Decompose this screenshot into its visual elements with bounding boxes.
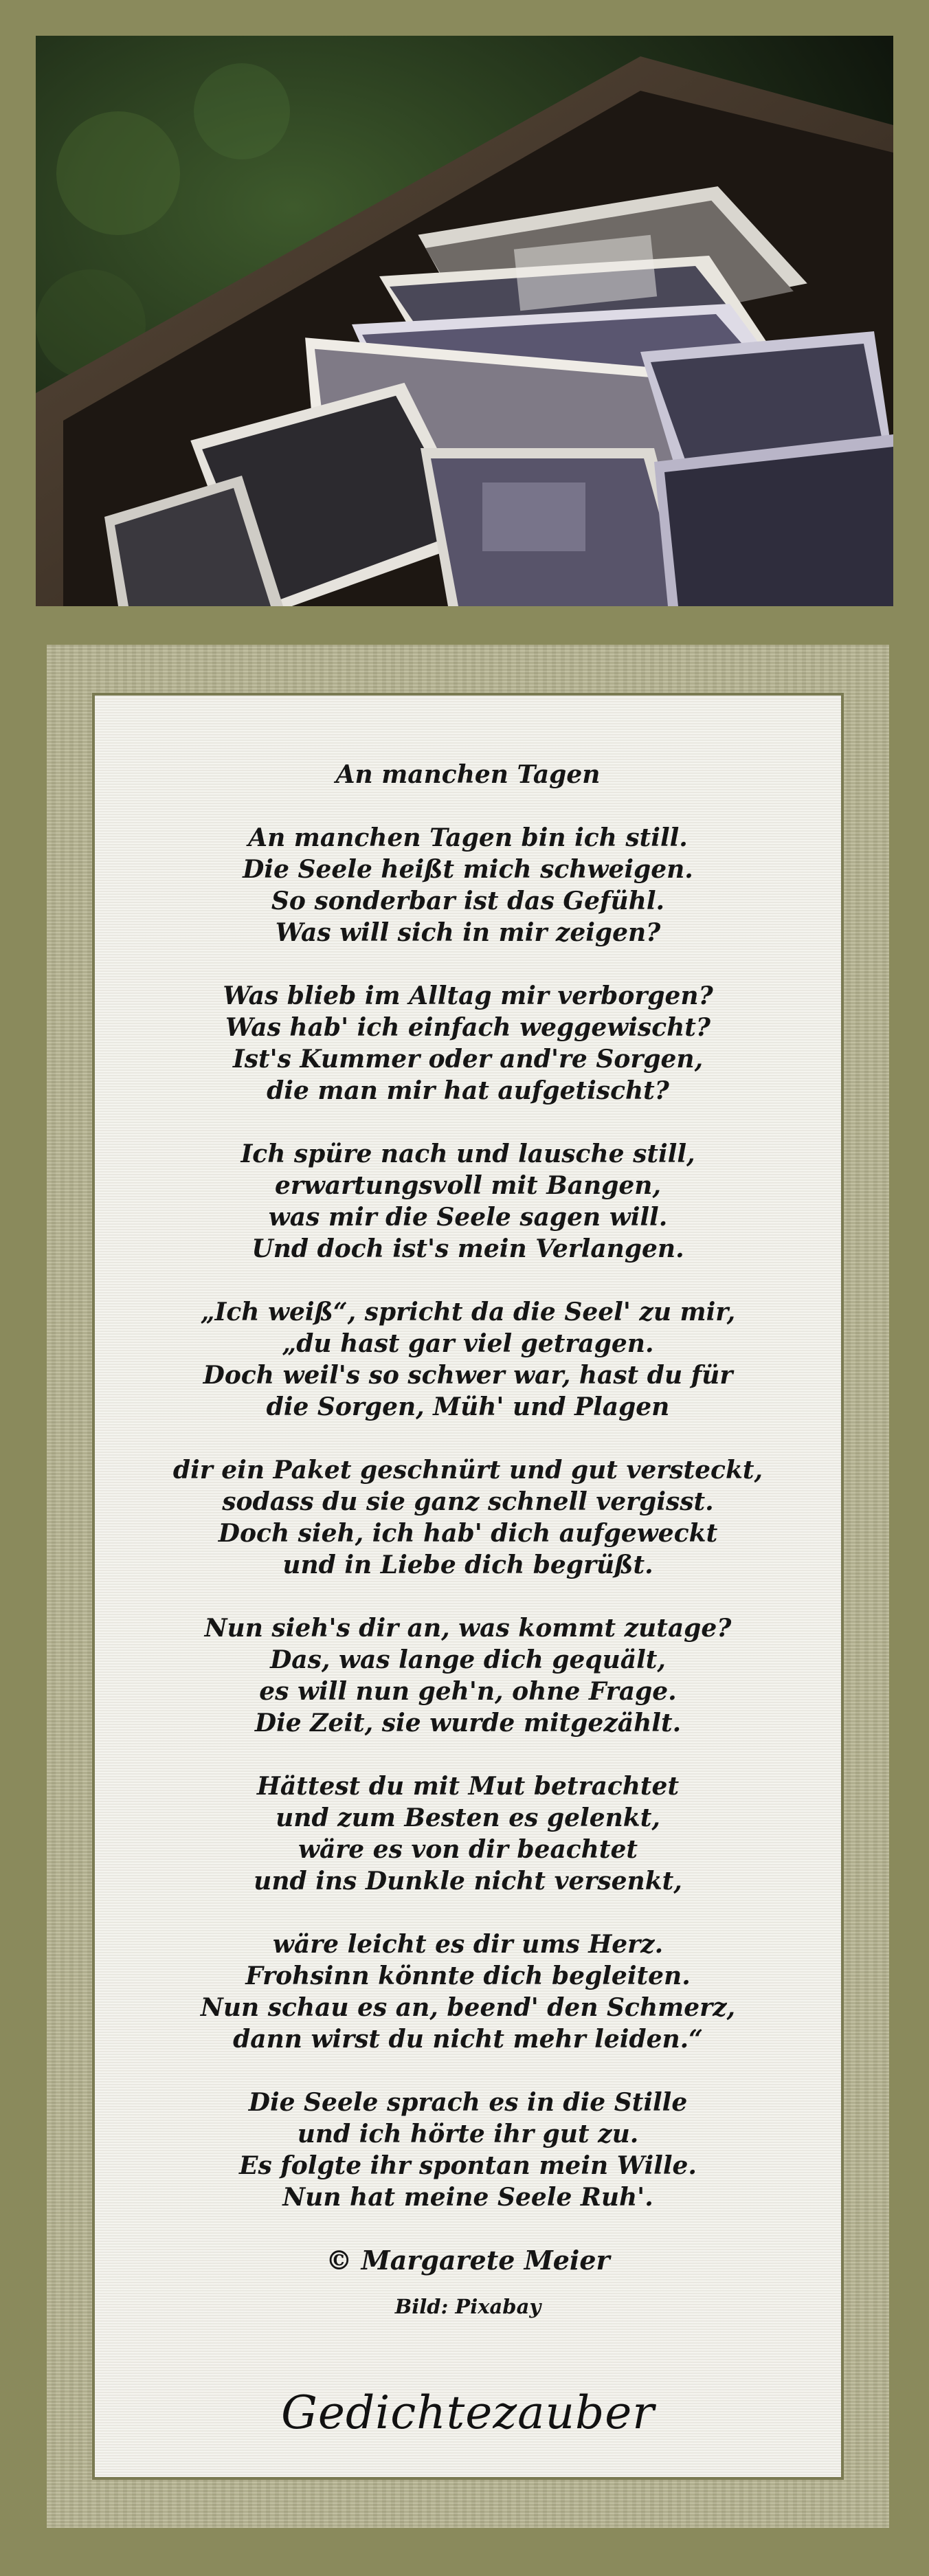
photo-illustration [36,36,893,606]
poem-line: Die Seele sprach es in die Stille [248,2088,688,2117]
signature-text: Gedichtezauber [281,2386,655,2439]
poem-line: es will nun geh'n, ohne Frage. [259,1677,677,1706]
poem-line: und ich hörte ihr gut zu. [297,2120,639,2148]
poem-line: Nun sieh's dir an, was kommt zutage? [204,1614,732,1643]
poem-line: So sonderbar ist das Gefühl. [271,887,665,915]
poem-stanza-2 [95,980,841,1107]
poem-line: wäre leicht es dir ums Herz. [272,1930,664,1959]
poem-line: Doch weil's so schwer war, hast du für [203,1361,733,1390]
poem-line: Doch sieh, ich hab' dich aufgeweckt [218,1519,718,1548]
poem-stanza-3 [95,1138,841,1265]
poem-stanza-4 [95,1296,841,1423]
poem-stanza-6 [95,1612,841,1739]
poem-author: © Margarete Meier [326,2245,610,2276]
poem-stanza-7 [95,1770,841,1897]
poem-title: An manchen Tagen [335,760,601,789]
poem-line: Was will sich in mir zeigen? [275,918,661,947]
poem-line: sodass du sie ganz schnell vergisst. [222,1487,714,1516]
poem-line: Ist's Kummer oder and're Sorgen, [232,1045,704,1074]
signature-logo [95,2386,841,2439]
poem-line: „du hast gar viel getragen. [282,1329,654,1358]
poem-line: An manchen Tagen bin ich still. [248,823,688,852]
poem-line: und ins Dunkle nicht versenkt, [254,1867,682,1896]
poem-line: Die Zeit, sie wurde mitgezählt. [254,1709,682,1737]
poem-stanza-8 [95,1929,841,2055]
poem-line: Was blieb im Alltag mir verborgen? [223,981,713,1010]
poem-line: Das, was lange dich gequält, [270,1645,666,1674]
poem-line: und in Liebe dich begrüßt. [282,1551,653,1579]
poem-line: Hättest du mit Mut betrachtet [256,1772,680,1801]
poem-line: Ich spüre nach und lausche still, [240,1140,695,1168]
poem-line: Und doch ist's mein Verlangen. [251,1234,684,1263]
header-photo-old-photographs-in-box [36,36,893,606]
poem-line: Nun schau es an, beend' den Schmerz, [200,1993,736,2022]
poem-stanza-1 [95,822,841,948]
poem-line: Die Seele heißt mich schweigen. [243,855,693,884]
poem-stanza-5 [95,1454,841,1581]
poem-line: dir ein Paket geschnürt und gut versteckt, [172,1456,763,1485]
poem-line: Frohsinn könnte dich begleiten. [245,1962,691,1990]
poem-line: dann wirst du nicht mehr leiden.“ [233,2025,703,2054]
poem-line: und zum Besten es gelenkt, [276,1803,660,1832]
poem-line: erwartungsvoll mit Bangen, [274,1171,662,1200]
poem-paper [92,693,844,2480]
poem-stanza-9 [95,2087,841,2213]
image-credit: Bild: Pixabay [394,2295,541,2318]
poem-line: die Sorgen, Müh' und Plagen [266,1392,670,1421]
poem-line: Es folgte ihr spontan mein Wille. [239,2151,697,2180]
poem-frame [47,645,889,2528]
poem-line: was mir die Seele sagen will. [268,1203,668,1232]
poem-line: Was hab' ich einfach weggewischt? [225,1013,711,1042]
poem [95,759,841,2320]
poem-line: wäre es von dir beachtet [298,1835,638,1864]
poem-line: „Ich weiß“, spricht da die Seel' zu mir, [200,1298,736,1326]
poem-line: die man mir hat aufgetischt? [267,1076,669,1105]
poem-line: Nun hat meine Seele Ruh'. [282,2183,653,2212]
